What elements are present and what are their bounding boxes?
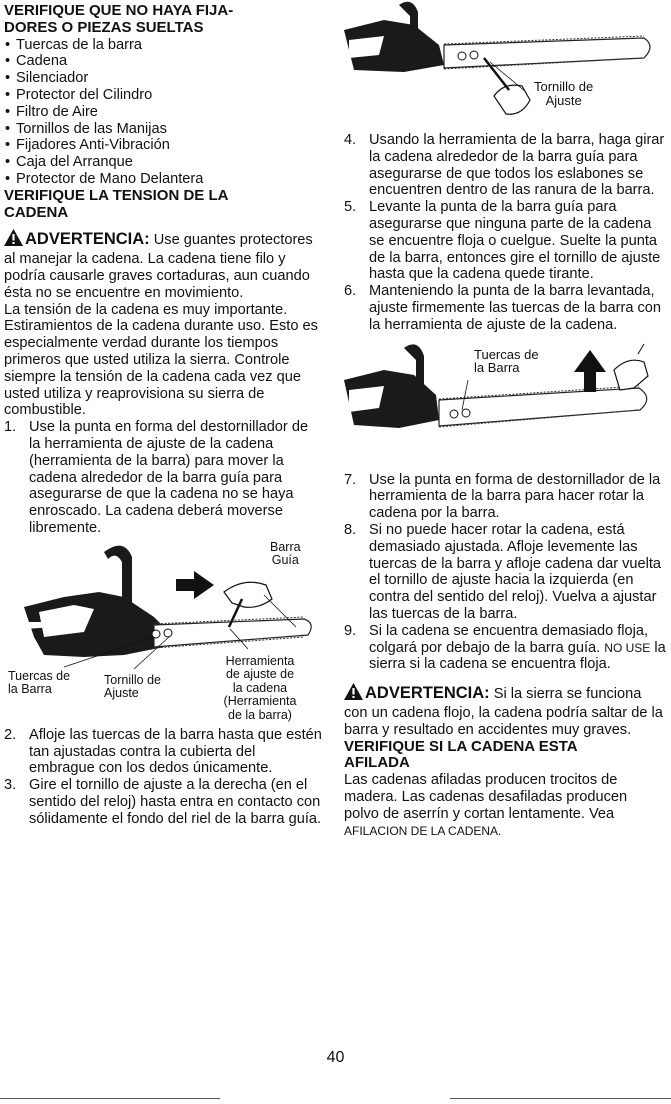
page-number: 40 <box>326 1049 345 1066</box>
warning-text: Si la sierra se funciona con un cadena flojo, la cadena podría saltar de la barra y resultado en accidentes muy graves. <box>344 686 663 738</box>
warning-triangle-icon <box>344 683 363 705</box>
left-column <box>4 0 322 827</box>
step-7 <box>344 472 666 522</box>
step-number: 7. <box>344 471 357 488</box>
step-number: 3. <box>4 777 17 794</box>
sharp-reference: AFILACION DE LA CADENA. <box>344 823 502 838</box>
step-text: Manteniendo la punta de la barra levantada, ajuste firmemente las tuercas de la barra con la herramienta de ajuste de la cadena. <box>369 283 662 333</box>
step-text-c: la sierra si la cadena se encuentra floja. <box>369 639 666 673</box>
step-text: Gire el tornillo de ajuste a la derecha (en el sentido del reloj) hasta entra en contacto con sólidamente el fondo del riel de la barra guía. <box>29 777 322 827</box>
list-item: • Silenciador <box>4 70 322 87</box>
step-number: 4. <box>344 132 357 148</box>
heading-loose-parts: VERIFIQUE QUE NO HAYA FIJA- DORES O PIEZAS SUELTAS <box>4 2 234 36</box>
list-item: • Tuercas de la barra <box>4 37 322 54</box>
warning-block-2 <box>344 683 666 738</box>
list-item: • Tornillos de las Manijas <box>4 121 322 138</box>
step-text: Levante la punta de la barra guía para asegurarse que ninguna parte de la cadena se encuentre floja o cuelgue. Suelte la punta de la barra, entonces gire el tornillo de ajuste hasta que la cadena quede tirante. <box>369 199 661 283</box>
warning-label: ADVERTENCIA: <box>365 684 490 703</box>
chainsaw-screw-illustration <box>344 0 666 132</box>
list-item: • Protector de Mano Delantera <box>4 171 322 188</box>
loose-parts-list <box>4 37 322 188</box>
step-4 <box>344 132 666 199</box>
label-adjust-screw: Tornillo de Ajuste <box>534 79 594 108</box>
figure-adjust-screw <box>344 0 666 132</box>
list-item: • Filtro de Aire <box>4 104 322 121</box>
list-item: • Protector del Cilindro <box>4 87 322 104</box>
step-text: Use la punta en forma de destornillador de la herramienta de la barra para hacer rotar la cadena por la barra. <box>369 471 661 522</box>
warning-block <box>4 229 322 301</box>
label-bar-nuts: Tuercas de la Barra <box>8 668 71 697</box>
step-number: 1. <box>4 419 17 436</box>
heading-chain-sharp: VERIFIQUE SI LA CADENA ESTA AFILADA <box>344 737 578 772</box>
step-9 <box>344 623 666 673</box>
warning-text: Use guantes protectores al manejar la cadena. La cadena tiene filo y podría causarle graves cortaduras, aun cuando ésta no se encuentre en movimiento. <box>4 232 313 301</box>
bottom-rule-left <box>0 1098 220 1099</box>
step-number: 8. <box>344 521 357 538</box>
step-number: 6. <box>344 283 357 300</box>
step-6 <box>344 283 666 333</box>
step-5 <box>344 199 666 283</box>
heading-chain-tension: VERIFIQUE LA TENSION DE LA CADENA <box>4 186 229 221</box>
step-number: 5. <box>344 199 357 216</box>
step-text-a: Si la cadena se encuentra demasiado floja, colgará por debajo de la barra guía. <box>369 622 649 656</box>
step-text: Si no puede hacer rotar la cadena, está demasiado ajustada. Afloje levemente las tuercas de la barra y afloje cadena dar vuelta el tornillo de ajuste hacia la izquierda (en contra del sentido del reloj). Vuelva a ajustar las tuercas de la barra. <box>369 521 662 622</box>
label-bar-nuts: Tuercas de la Barra <box>474 346 539 376</box>
step-1 <box>4 419 322 537</box>
label-bar-tool: Herramienta de ajuste de la cadena (Herramienta de la barra) <box>223 653 297 722</box>
figure-bar-nuts-adjust <box>4 537 322 727</box>
label-guide-bar: Barra Guía <box>270 539 301 568</box>
step-text-emphasis: NO USE <box>604 640 651 655</box>
tension-paragraph: La tensión de la cadena es muy importante. Estiramientos de la cadena durante uso. Esto es especialmente verdad durante los tiempos primeros que usted utiliza la sierra. Controle siempre la tensión de la cadena cada vez que usted utiliza y reaprovisiona su sierra de combustible. <box>4 301 318 419</box>
list-item: • Caja del Arranque <box>4 154 322 171</box>
step-text: Use la punta en forma del destornillador de la herramienta de ajuste de la cadena (herramienta de la barra) para mover la cadena alrededor de la barra guía para asegurarse de que la cadena no se haya enroscado. La cadena deberá moverse libremente. <box>29 419 309 536</box>
bottom-rule-right <box>450 1098 671 1099</box>
step-number: 9. <box>344 622 357 639</box>
step-text: Usando la herramienta de la barra, haga girar la cadena alrededor de la barra guía para asegurarse de que todos los eslabones se encuentren dentro de las ranura de la barra. <box>369 132 665 199</box>
step-2 <box>4 727 322 777</box>
warning-label: ADVERTENCIA: <box>25 230 150 249</box>
sharp-text: Las cadenas afiladas producen trocitos de madera. Las cadenas desafiladas producen polvo de aserrín y cortan lentamente. Vea <box>344 772 628 822</box>
list-item: • Fijadores Anti-Vibración <box>4 137 322 154</box>
label-adjust-screw: Tornillo de Ajuste <box>104 672 161 701</box>
figure-bar-nuts-tighten <box>344 340 666 472</box>
step-text: Afloje las tuercas de la barra hasta que estén tan ajustadas contra la cubierta del embrague con los dedos únicamente. <box>29 726 322 777</box>
step-number: 2. <box>4 726 17 743</box>
sharp-paragraph <box>344 772 666 839</box>
warning-triangle-icon <box>4 229 23 251</box>
list-item: • Cadena <box>4 53 322 70</box>
right-column <box>344 0 666 839</box>
step-3 <box>4 777 322 827</box>
step-8 <box>344 522 666 623</box>
